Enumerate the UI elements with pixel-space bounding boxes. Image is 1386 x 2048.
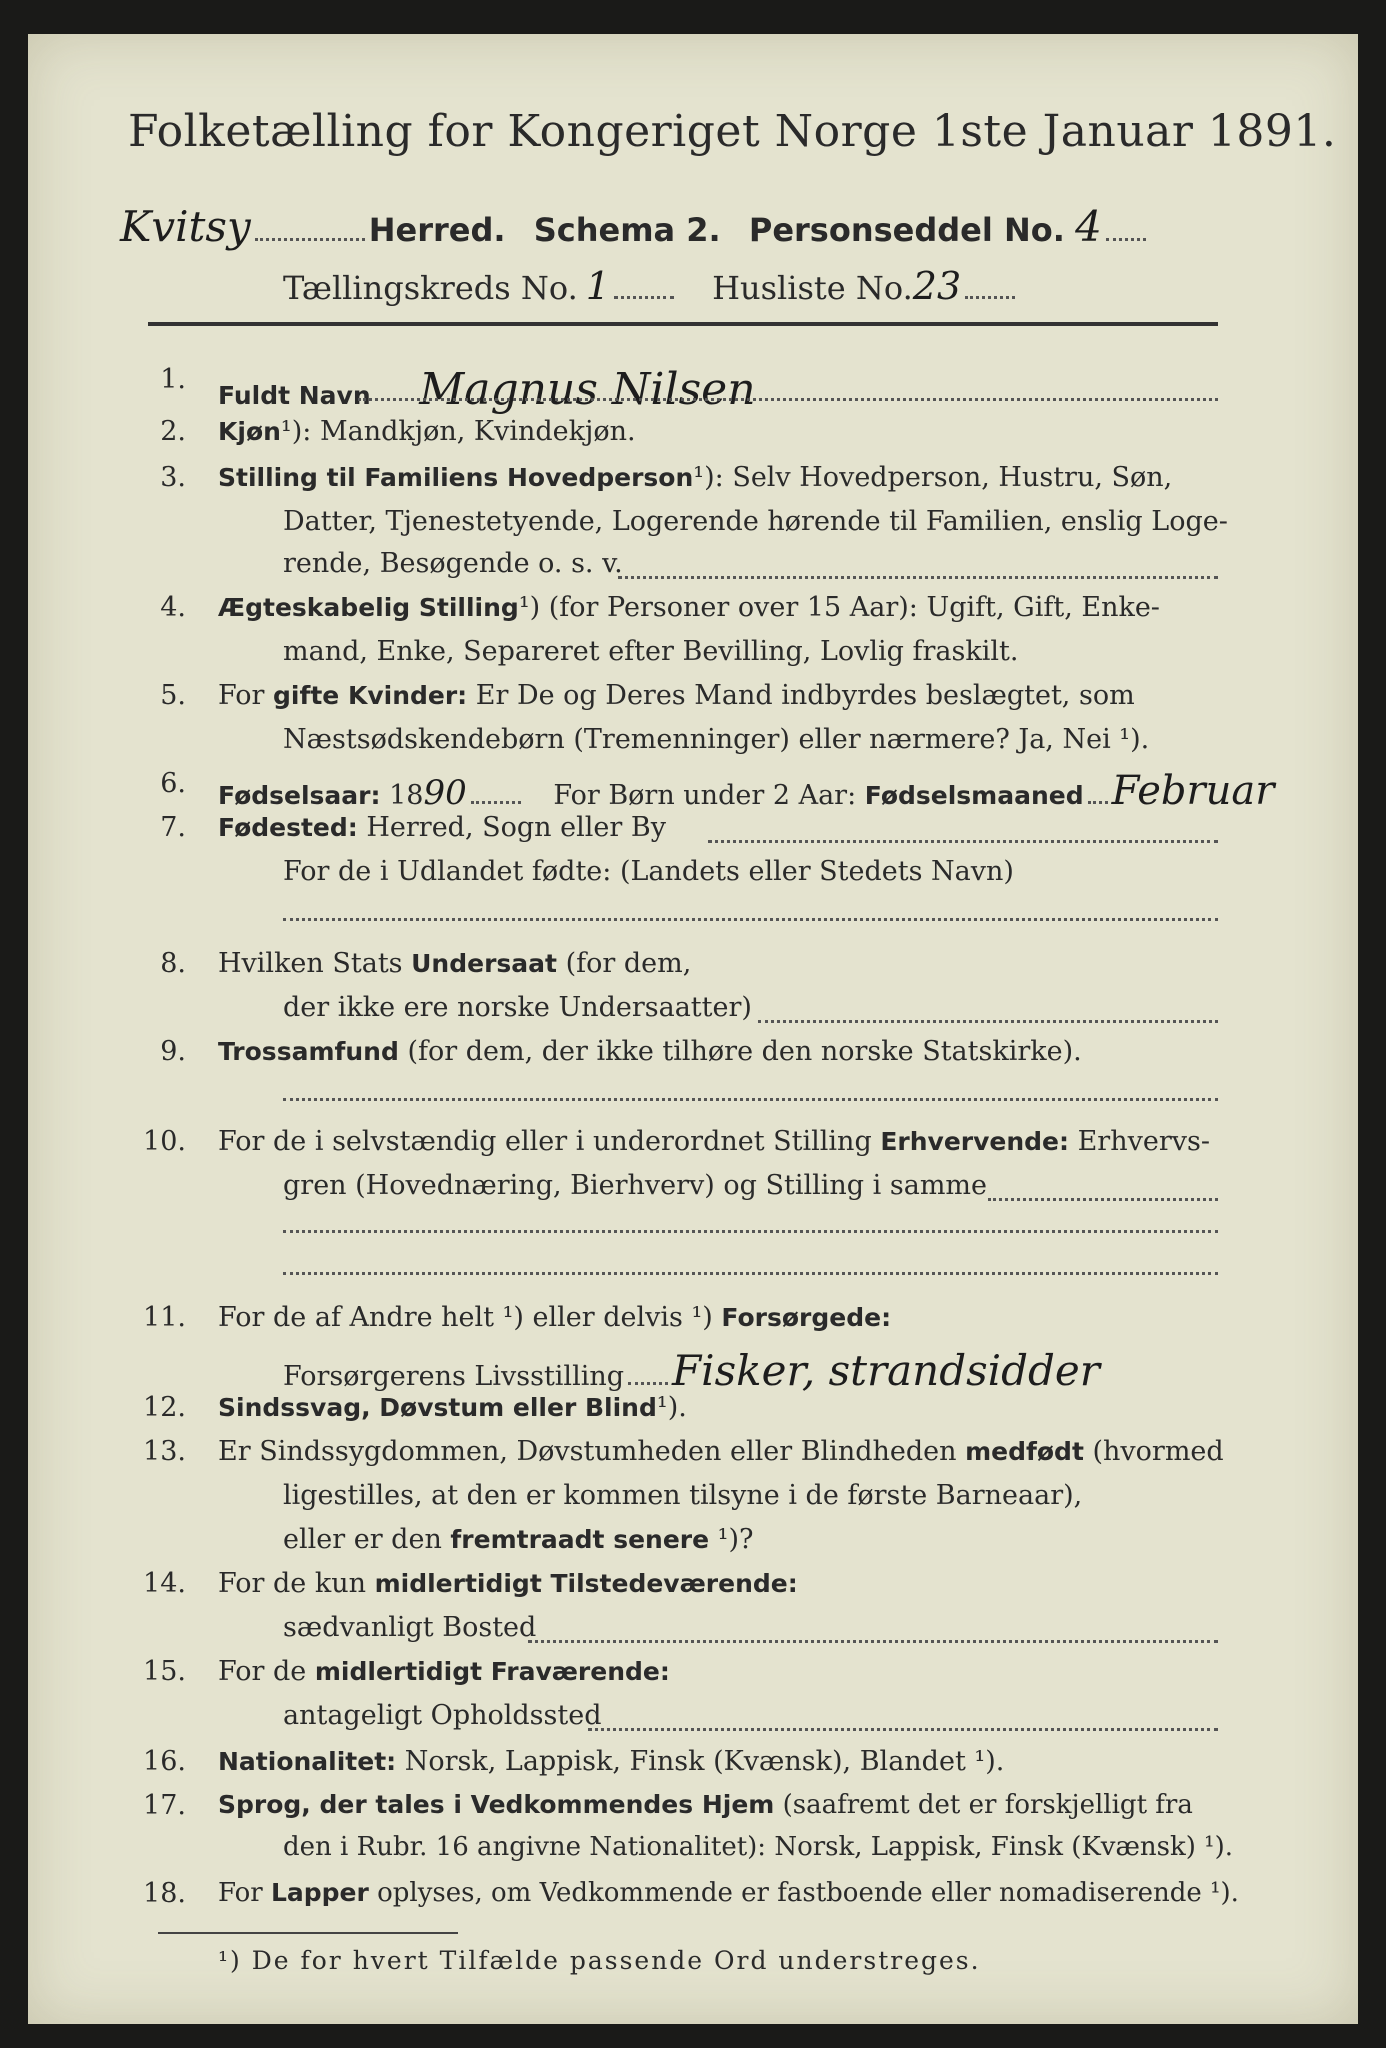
item-continuation: der ikke ere norske Undersaatter)	[283, 992, 752, 1023]
item-text: For Børn under 2 Aar:	[553, 780, 865, 811]
item-label: Fuldt Navn	[218, 381, 371, 410]
item-text: For de kun	[218, 1568, 375, 1599]
item-text: (saafremt det er forskjelligt fra	[774, 1790, 1193, 1820]
item-text: For	[218, 1878, 271, 1908]
item-label: Forsørgede:	[721, 1303, 892, 1332]
item-text: Erhvervs-	[1069, 1126, 1210, 1157]
item-number: 14.	[143, 1568, 186, 1599]
item-label: midlertidigt Tilstedeværende:	[374, 1569, 798, 1598]
item-number: 18.	[143, 1878, 186, 1909]
item-label: Stilling til Familiens Hovedperson	[218, 463, 694, 492]
kreds-line	[283, 264, 1019, 308]
item-number: 16.	[143, 1746, 186, 1777]
item-number: 15.	[143, 1656, 186, 1687]
item-continuation: Næstsødskendebørn (Tremenninger) eller nærmere? Ja, Nei ¹).	[283, 724, 1150, 755]
item-continuation: rende, Besøgende o. s. v.	[283, 548, 623, 579]
item-text: Norsk, Lappisk, Finsk (Kvænsk), Blandet ¹).	[396, 1746, 1005, 1777]
item-number: 10.	[143, 1126, 186, 1157]
item-number: 2.	[160, 416, 186, 447]
item-text: (hvormed	[1083, 1436, 1224, 1467]
item-label: Sprog, der tales i Vedkommendes Hjem	[218, 1790, 775, 1819]
husliste-value: 23	[912, 264, 962, 308]
item-text: Hvilken Stats	[218, 948, 412, 979]
item-label: medfødt	[965, 1437, 1084, 1466]
husliste-label: Husliste No.	[712, 269, 913, 307]
item-number: 17.	[143, 1790, 186, 1821]
item-number: 8.	[160, 948, 186, 979]
schema-label: Schema 2.	[533, 211, 721, 249]
item-text: ¹).	[656, 1392, 687, 1423]
item-number: 1.	[160, 364, 186, 395]
herred-line	[120, 202, 1150, 251]
item-label: gifte Kvinder:	[273, 681, 468, 710]
item-label: Fødested:	[218, 813, 358, 842]
item-number: 11.	[143, 1302, 186, 1333]
item-number: 3.	[160, 462, 186, 493]
item-label: Ægteskabelig Stilling	[218, 593, 519, 622]
item-text: ¹): Selv Hovedperson, Hustru, Søn,	[693, 462, 1173, 493]
personseddel-value: 4	[1075, 202, 1102, 251]
item-label: Kjøn	[218, 417, 281, 446]
full-name-value: Magnus Nilsen	[419, 364, 756, 415]
item-label: Fødselsaar:	[218, 781, 381, 810]
item-number: 7.	[160, 812, 186, 843]
item-continuation: ¹)?	[709, 1524, 754, 1555]
item-label: Trossamfund	[218, 1037, 399, 1066]
item-text: Er Sindssygdommen, Døvstumheden eller Blindheden	[218, 1436, 966, 1467]
item-continuation: antageligt Opholdssted	[283, 1700, 602, 1731]
herred-label: Herred.	[368, 211, 506, 249]
item-text: For	[218, 680, 274, 711]
item-text: (for dem,	[556, 948, 692, 979]
kreds-value: 1	[585, 264, 610, 308]
item-label: Sindssvag, Døvstum eller Blind	[218, 1393, 657, 1422]
item-label: Erhvervende:	[880, 1127, 1070, 1156]
birth-year-value: 90	[423, 773, 467, 813]
item-text: For de af Andre helt ¹) eller delvis ¹)	[218, 1302, 722, 1333]
item-text: (for dem, der ikke tilhøre den norske Statskirke).	[398, 1036, 1082, 1067]
personseddel-label: Personseddel No.	[748, 211, 1065, 249]
provider-occupation-value: Fisker, strandsidder	[672, 1346, 1100, 1395]
item-label: Fødselsmaaned	[864, 781, 1084, 810]
item-continuation: gren (Hovednæring, Bierhverv) og Stilling i samme	[283, 1170, 988, 1201]
item-continuation: eller er den	[283, 1524, 451, 1555]
item-number: 12.	[143, 1392, 186, 1423]
item-number: 6.	[160, 768, 186, 799]
item-text: oplyses, om Vedkommende er fastboende eller nomadiserende ¹).	[368, 1878, 1239, 1908]
item-continuation: Forsørgerens Livsstilling	[283, 1361, 625, 1392]
herred-value: Kvitsy	[120, 202, 251, 251]
form-title: Folketælling for Kongeriget Norge 1ste Januar 1891.	[128, 106, 1337, 157]
item-number: 9.	[160, 1036, 186, 1067]
item-text: Er De og Deres Mand indbyrdes beslægtet, som	[467, 680, 1135, 711]
item-label: Lapper	[270, 1878, 369, 1907]
item-number: 5.	[160, 680, 186, 711]
kreds-label: Tællingskreds No.	[283, 269, 578, 307]
birth-month-value: Februar	[1111, 768, 1275, 814]
item-number: 13.	[143, 1436, 186, 1467]
item-text: ¹) (for Personer over 15 Aar): Ugift, Gift, Enke-	[518, 592, 1160, 623]
item-text: 18	[380, 780, 424, 811]
item-continuation: Datter, Tjenestetyende, Logerende hørende til Familien, enslig Loge-	[283, 506, 1228, 537]
item-text: For de i selvstændig eller i underordnet Stilling	[218, 1126, 881, 1157]
item-label: Nationalitet:	[218, 1747, 397, 1776]
item-label: fremtraadt senere	[450, 1525, 710, 1554]
item-text: ¹): Mandkjøn, Kvindekjøn.	[280, 416, 636, 447]
item-continuation: For de i Udlandet fødte: (Landets eller Stedets Navn)	[283, 856, 1014, 887]
item-continuation: sædvanligt Bosted	[283, 1612, 537, 1643]
item-continuation: mand, Enke, Separeret efter Bevilling, Lovlig fraskilt.	[283, 636, 1019, 667]
item-label: midlertidigt Fraværende:	[314, 1657, 670, 1686]
item-number: 4.	[160, 592, 186, 623]
item-text: Herred, Sogn eller By	[357, 812, 666, 843]
footnote: ¹) De for hvert Tilfælde passende Ord understreges.	[218, 1946, 981, 1975]
item-continuation: ligestilles, at den er kommen tilsyne i de første Barneaar),	[283, 1480, 1083, 1511]
census-form-sheet	[28, 34, 1358, 2024]
item-text: For de	[218, 1656, 315, 1687]
item-continuation: den i Rubr. 16 angivne Nationalitet): Norsk, Lappisk, Finsk (Kvænsk) ¹).	[283, 1832, 1234, 1862]
header-rule	[148, 322, 1218, 326]
item-label: Undersaat	[411, 949, 557, 978]
footnote-rule	[158, 1932, 458, 1934]
